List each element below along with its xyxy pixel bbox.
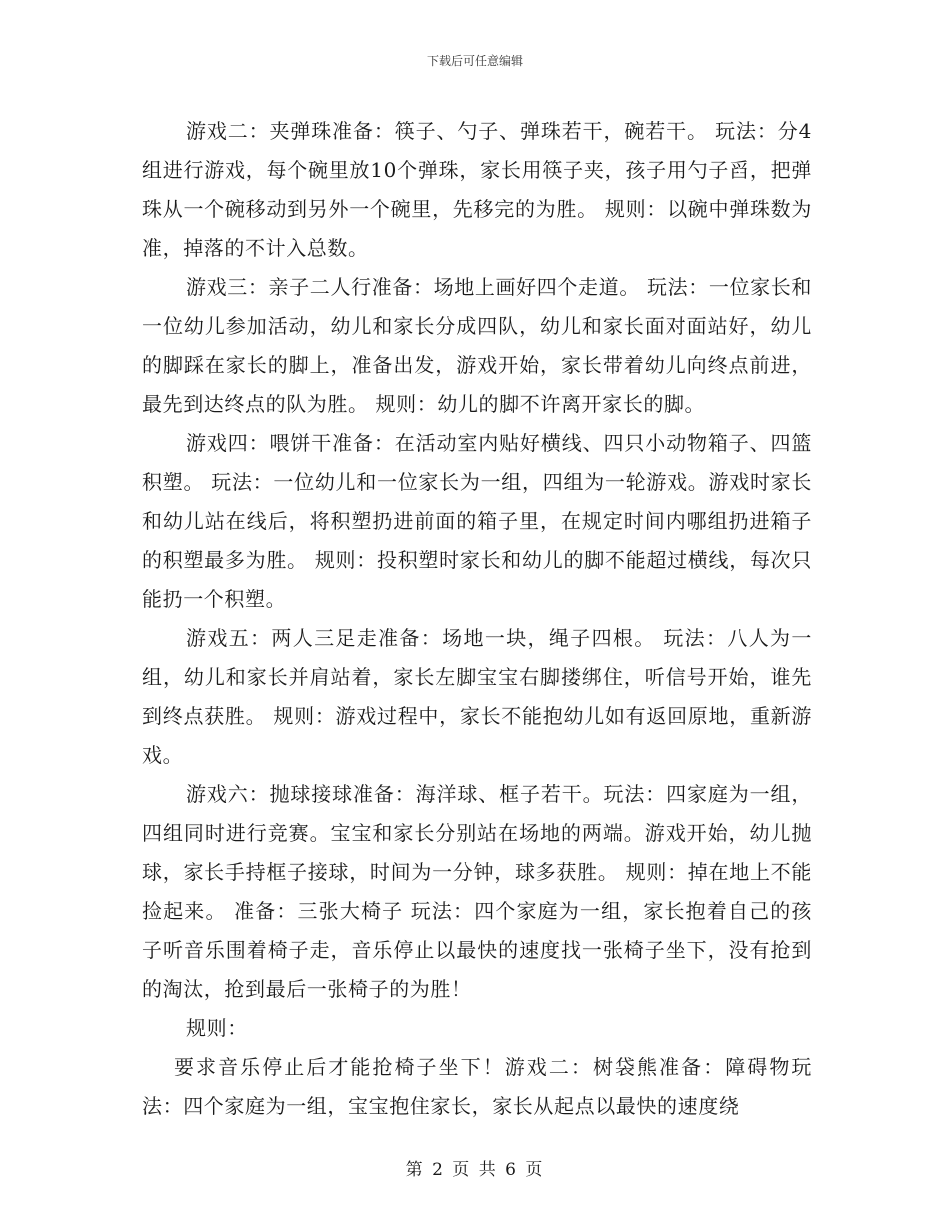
- paragraph-game-3: 游戏三：亲子二人行准备：场地上画好四个走道。 玩法：一位家长和一位幼儿参加活动，幼儿和家长分成四队，幼儿和家长面对面站好，幼儿的脚踩在家长的脚上，准备出发，游戏开始，家长带着幼儿向终点前进，最先到达终点的队为胜。 规则：幼儿的脚不许离开家长的脚。: [142, 275, 812, 416]
- paragraph-rules-label: 规则：: [186, 1016, 248, 1040]
- paragraph-game-2: 游戏二：夹弹珠准备：筷子、勺子、弹珠若干，碗若干。 玩法：分4组进行游戏，每个碗里放10个弹珠，家长用筷子夹，孩子用勺子舀，把弹珠从一个碗移动到另外一个碗里，先移完的为胜。 规则：以碗中弹珠数为准，掉落的不计入总数。: [142, 119, 812, 260]
- paragraph-game-6: 游戏六：抛球接球准备：海洋球、框子若干。玩法：四家庭为一组，四组同时进行竞赛。宝宝和家长分别站在场地的两端。游戏开始，幼儿抛球，家长手持框子接球，时间为一分钟，球多获胜。 规则：掉在地上不能捡起来。 准备：三张大椅子 玩法：四个家庭为一组，家长抱着自己的孩子听音乐围着椅子走，音乐停止以最快的速度找一张椅子坐下，没有抢到的淘汰，抢到最后一张椅子的为胜！: [142, 782, 812, 1001]
- document-body: [142, 112, 812, 1126]
- page-footer: 第 2 页 共 6 页: [405, 1160, 545, 1180]
- paragraph-rules-continued: 要求音乐停止后才能抢椅子坐下！游戏二：树袋熊准备：障碍物玩法：四个家庭为一组，宝宝抱住家长，家长从起点以最快的速度绕: [142, 1055, 812, 1118]
- paragraph-game-4: 游戏四：喂饼干准备：在活动室内贴好横线、四只小动物箱子、四篮积塑。 玩法：一位幼儿和一位家长为一组，四组为一轮游戏。游戏时家长和幼儿站在线后，将积塑扔进前面的箱子里，在规定时间内哪组扔进箱子的积塑最多为胜。 规则：投积塑时家长和幼儿的脚不能超过横线，每次只能扔一个积塑。: [142, 431, 812, 611]
- page-header: 下载后可任意编辑: [426, 54, 523, 68]
- paragraph-game-5: 游戏五：两人三足走准备：场地一块，绳子四根。 玩法：八人为一组，幼儿和家长并肩站着，家长左脚宝宝右脚搂绑住，听信号开始，谁先到终点获胜。 规则：游戏过程中，家长不能抱幼儿如有返回原地，重新游戏。: [142, 626, 812, 767]
